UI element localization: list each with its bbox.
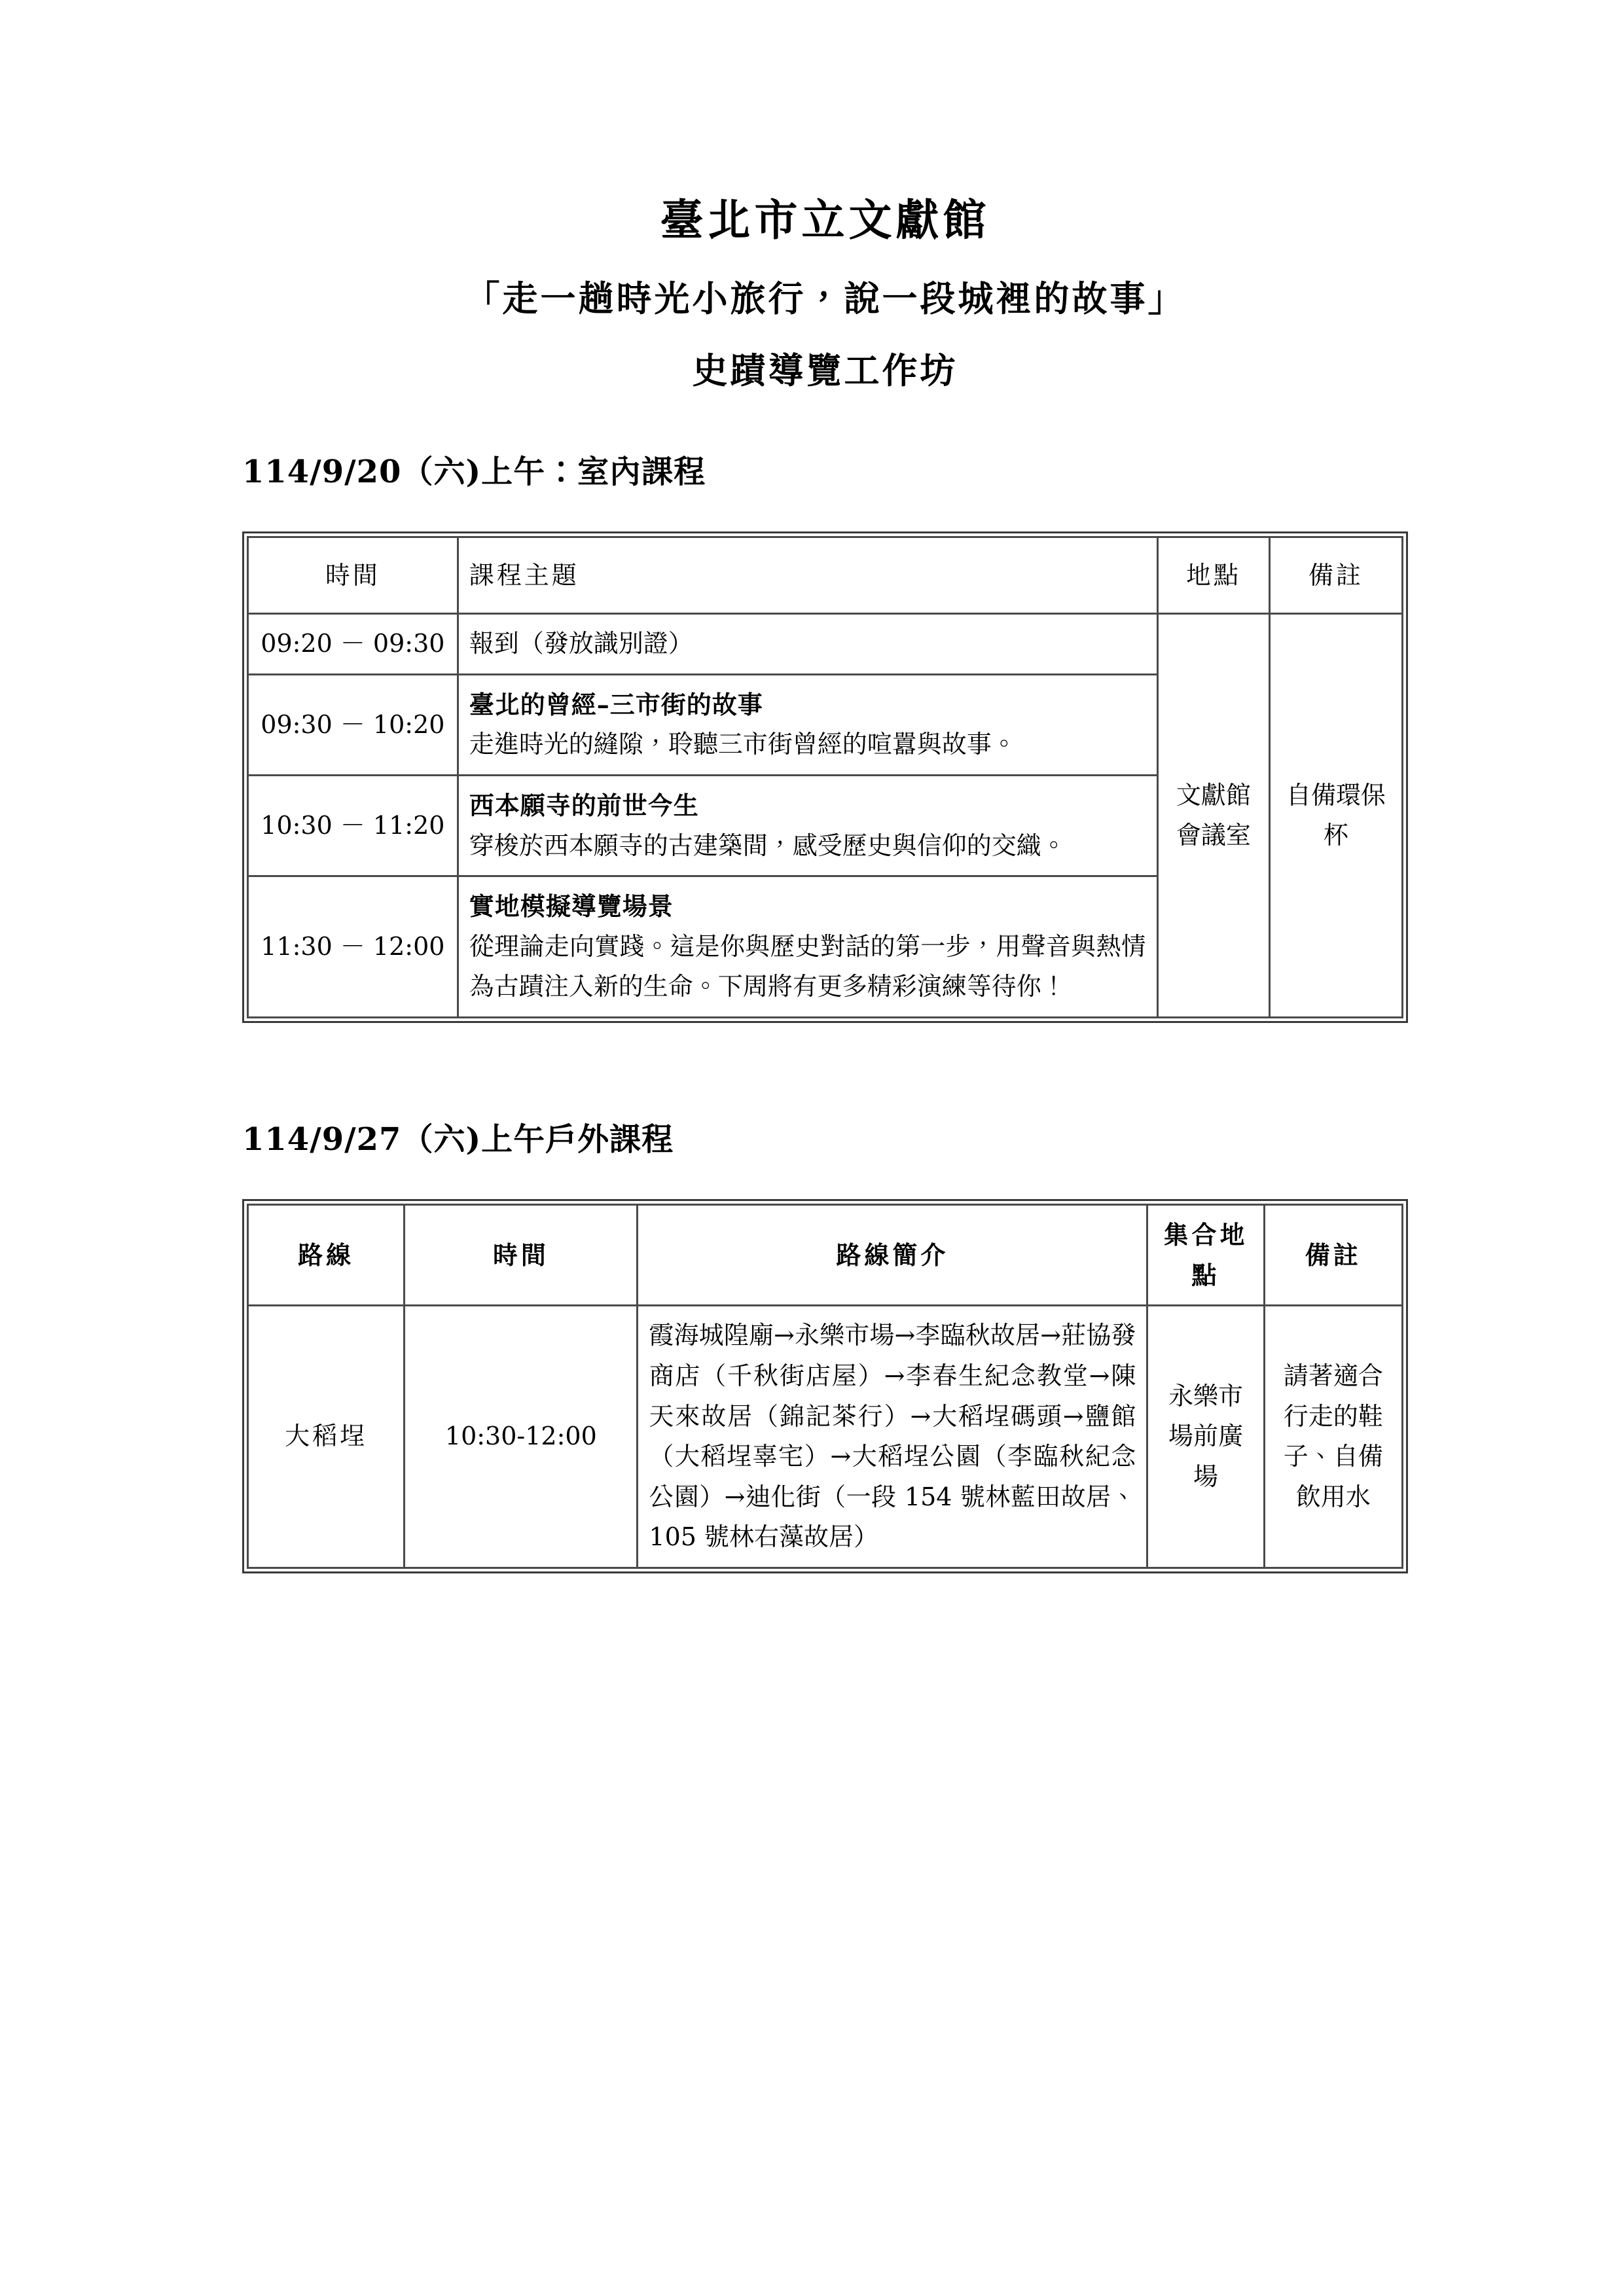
column-header-time: 時間: [405, 1205, 638, 1306]
cell-time: 09:30 － 10:20: [248, 674, 458, 775]
cell-route-description: 霞海城隍廟→永樂市場→李臨秋故居→莊協發商店（千秋街店屋）→李春生紀念教堂→陳天來故居（錦記茶行）→大稻埕碼頭→鹽館（大稻埕辜宅）→大稻埕公園（李臨秋紀念公園）→迪化街（一段 154 號林藍田故居、105 號林右藻故居）: [638, 1306, 1147, 1568]
cell-topic: [458, 674, 1157, 775]
topic-description: 走進時光的縫隙，聆聽三市街曾經的喧囂與故事。: [469, 730, 1017, 759]
cell-place: 文獻館會議室: [1157, 614, 1269, 1017]
outdoor-schedule-table: [247, 1204, 1403, 1568]
indoor-schedule-table-wrapper: [242, 531, 1408, 1022]
column-header-time: 時間: [248, 537, 458, 614]
table-header-row: [248, 537, 1403, 614]
document-subtitle-secondary: 史蹟導覽工作坊: [692, 349, 958, 391]
topic-description: 穿梭於西本願寺的古建築間，感受歷史與信仰的交織。: [469, 831, 1066, 860]
cell-note: 請著適合行走的鞋子、自備飲用水: [1264, 1306, 1403, 1568]
cell-topic: [458, 614, 1157, 675]
column-header-note: 備註: [1269, 537, 1402, 614]
column-header-meeting-point: 集合地點: [1147, 1205, 1264, 1306]
indoor-schedule-table: [247, 536, 1403, 1018]
topic-description: 從理論走向實踐。這是你與歷史對話的第一步，用聲音與熱情為古蹟注入新的生命。下周將有更多精彩演練等待你！: [469, 931, 1146, 1001]
section-heading-indoor: 114/9/20（六)上午：室內課程: [242, 453, 706, 490]
outdoor-schedule-table-wrapper: [242, 1199, 1408, 1573]
cell-meeting-point: 永樂市場前廣場: [1147, 1306, 1264, 1568]
table-header-row: [248, 1205, 1403, 1306]
cell-topic: [458, 876, 1157, 1018]
cell-time: 10:30-12:00: [405, 1306, 638, 1568]
cell-time: 11:30 － 12:00: [248, 876, 458, 1018]
column-header-note: 備註: [1264, 1205, 1403, 1306]
table-row: [248, 1306, 1403, 1568]
section-heading-outdoor: 114/9/27（六)上午戶外課程: [242, 1121, 674, 1158]
column-header-route: 路線: [248, 1205, 405, 1306]
cell-route-name: 大稻埕: [248, 1306, 405, 1568]
cell-time: 09:20 － 09:30: [248, 614, 458, 675]
column-header-topic: 課程主題: [458, 537, 1157, 614]
topic-title: 臺北的曾經–三市街的故事: [469, 689, 763, 719]
topic-title: 實地模擬導覽場景: [469, 891, 674, 922]
cell-topic: [458, 776, 1157, 876]
cell-time: 10:30 － 11:20: [248, 776, 458, 876]
column-header-route-description: 路線簡介: [638, 1205, 1147, 1306]
table-row: [248, 614, 1403, 675]
topic-title: 西本願寺的前世今生: [469, 791, 699, 821]
column-header-place: 地點: [1157, 537, 1269, 614]
document-subtitle: 「走一趟時光小旅行，說一段城裡的故事」: [464, 277, 1186, 319]
topic-description: 報到（發放識別證）: [469, 629, 693, 658]
page-title: 臺北市立文獻館: [660, 194, 990, 245]
cell-note: 自備環保杯: [1269, 614, 1402, 1017]
